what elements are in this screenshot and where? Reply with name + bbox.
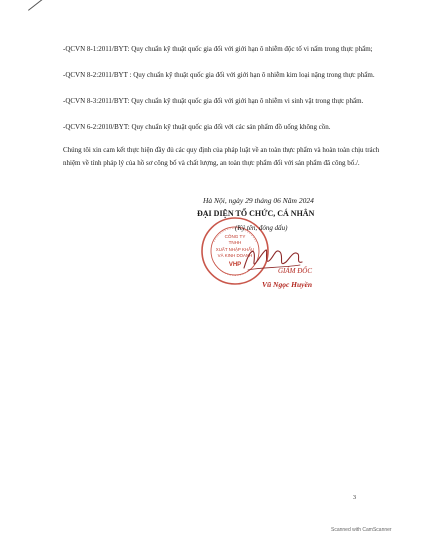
stamp-line: VHP xyxy=(228,262,242,268)
corner-mark xyxy=(28,0,84,11)
place-date: Hà Nội, ngày 29 tháng 06 Năm 2024 xyxy=(203,196,314,205)
regulation-item: -QCVN 8-2:2011/BYT : Quy chuẩn kỹ thuật quốc gia đối với giới hạn ô nhiễm kim loại nặng trong thực phẩm. xyxy=(63,71,375,79)
signer-position: GIÁM ĐỐC xyxy=(278,267,313,275)
signer-name: Vũ Ngọc Huyền xyxy=(262,280,313,289)
regulation-item: -QCVN 8-1:2011/BYT: Quy chuẩn kỹ thuật quốc gia đối với giới hạn ô nhiễm độc tố vi nấm trong thực phẩm; xyxy=(63,45,373,53)
page-number: 3 xyxy=(353,495,356,501)
regulation-item: -QCVN 8-3:2011/BYT: Quy chuẩn kỹ thuật quốc gia đối với giới hạn ô nhiễm vi sinh vật trong thực phẩm. xyxy=(63,97,364,105)
stamp-line: CÔNG TY xyxy=(224,234,246,239)
stamp-line: TNHH xyxy=(228,240,242,245)
stamp-line: XUẤT NHẬP KHẨU xyxy=(215,247,255,252)
signature-note: (Ký tên, đóng dấu) xyxy=(235,224,288,232)
representative-title: ĐẠI DIỆN TỔ CHỨC, CÁ NHÂN xyxy=(197,209,315,218)
stamp-line: VÀ KINH DOANH xyxy=(217,253,253,258)
regulation-item: -QCVN 6-2:2010/BYT: Quy chuẩn kỹ thuật quốc gia đối với các sản phẩm đồ uống không cồn. xyxy=(63,123,331,131)
commitment-paragraph: Chúng tôi xin cam kết thực hiện đầy đủ các quy định của pháp luật về an toàn thực phẩm và hoàn toàn chịu trách nhiệm về tính pháp lý của hồ sơ công bố và chất lượng, an toàn thực phẩm đối với sản phẩm đã công bố./. xyxy=(63,146,380,167)
scanner-watermark: Scanned with CamScanner xyxy=(331,527,392,533)
